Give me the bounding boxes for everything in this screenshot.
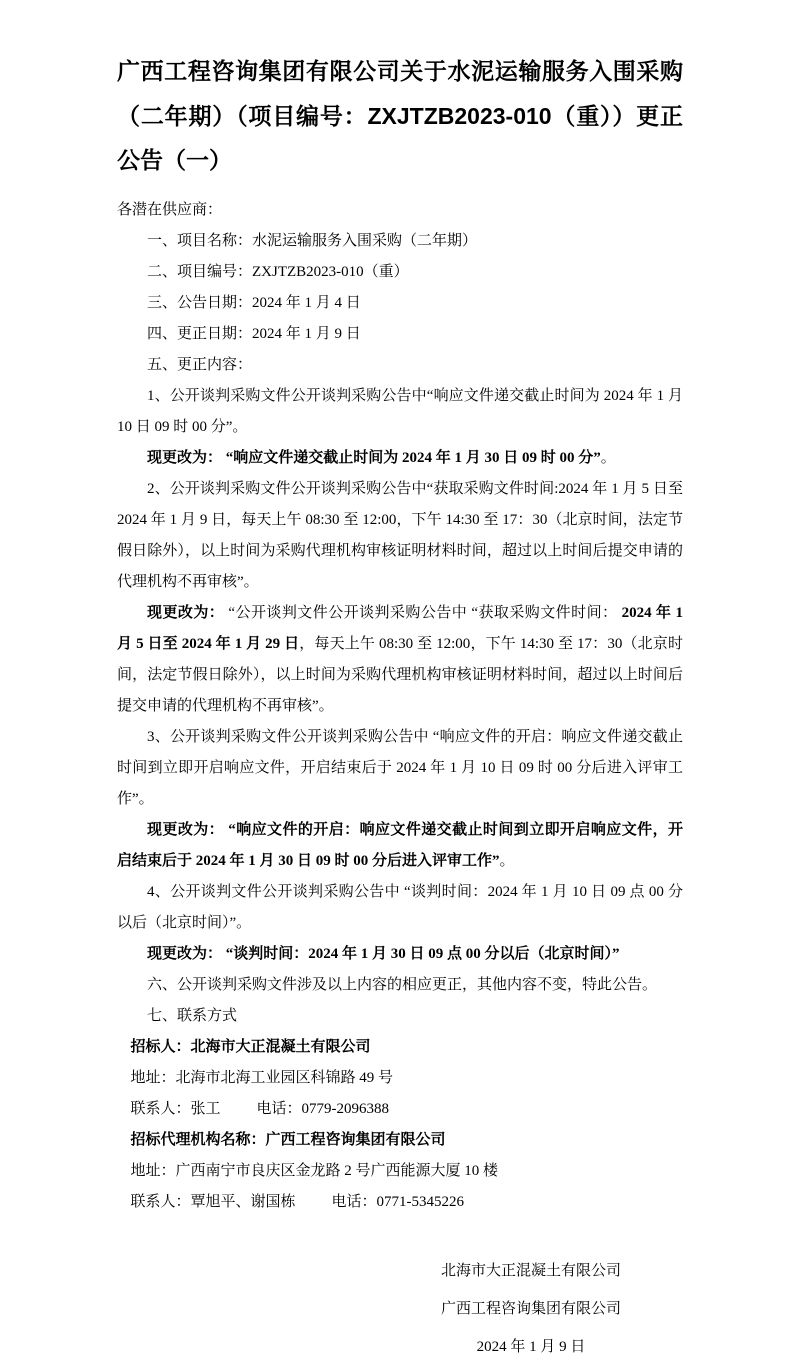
document-title-prefix: 广西工程咨询集团有限公司关于水泥运输服务入围采购（二年期）（项目编号： bbox=[117, 59, 683, 129]
correction-2-updated bbox=[117, 598, 683, 722]
bidder-contact-person: 联系人：张工 bbox=[130, 1101, 221, 1117]
correction-1-updated-period: 。 bbox=[600, 450, 616, 466]
signature-block bbox=[441, 1252, 621, 1366]
salutation: 各潜在供应商： bbox=[117, 202, 223, 218]
correction-content-heading: 五、更正内容： bbox=[147, 357, 253, 373]
closing-statement: 六、公开谈判采购文件涉及以上内容的相应更正，其他内容不变，特此公告。 bbox=[147, 977, 658, 993]
agency-contact-phone: 电话：0771-5345226 bbox=[331, 1194, 465, 1210]
document-title bbox=[117, 50, 683, 183]
bidder-contact-line bbox=[117, 1094, 683, 1125]
project-code: ZXJTZB2023-010 bbox=[367, 103, 552, 129]
document-title-suffix: （重））更正公告（一） bbox=[117, 104, 684, 173]
correction-1-updated bbox=[117, 443, 683, 474]
correction-4-updated-text: 现更改为： “谈判时间：2024 年 1 月 30 日 09 点 00 分以后（北京时间）” bbox=[147, 946, 620, 962]
bidder-address-line: 地址：北海市北海工业园区科锦路 49 号 bbox=[130, 1070, 394, 1086]
correction-date-line: 四、更正日期：2024 年 1 月 9 日 bbox=[147, 326, 361, 342]
correction-2-original: 2、公开谈判采购文件公开谈判采购公告中“获取采购文件时间:2024 年 1 月 5 日至 2024 年 1 月 9 日，每天上午 08:30 至 12:00，下午 14:30 至 17：30（北京时间，法定节假日除外），以上时间为采购代理机构审核证明材料时间，超过以上时间后提交申请的代理机构不再审核”。 bbox=[117, 481, 683, 590]
document-body bbox=[117, 195, 683, 1218]
bidder-name-line: 招标人：北海市大正混凝土有限公司 bbox=[130, 1039, 371, 1055]
correction-2-updated-rest: ，每天上午 08:30 至 12:00，下午 14:30 至 17：30（北京时间，法定节假日除外），以上时间为采购代理机构审核证明材料时间，超过以上时间后提交申请的代理机构不再审核”。 bbox=[117, 636, 683, 714]
correction-1-original: 1、公开谈判采购文件公开谈判采购公告中“响应文件递交截止时间为 2024 年 1 月 10 日 09 时 00 分”。 bbox=[117, 388, 683, 435]
project-number-line: 二、项目编号：ZXJTZB2023-010（重） bbox=[147, 264, 409, 280]
correction-3-updated-text: 现更改为： “响应文件的开启：响应文件递交截止时间到立即开启响应文件，开启结束后于 2024 年 1 月 30 日 09 时 00 分后进入评审工作” bbox=[117, 822, 683, 869]
correction-4-updated bbox=[117, 939, 683, 970]
agency-contact-person: 联系人：覃旭平、谢国栋 bbox=[130, 1194, 296, 1210]
project-name-line: 一、项目名称：水泥运输服务入围采购（二年期） bbox=[147, 233, 478, 249]
correction-3-original: 3、公开谈判采购文件公开谈判采购公告中 “响应文件的开启：响应文件递交截止时间到立即开启响应文件，开启结束后于 2024 年 1 月 10 日 09 时 00 分后进入评审工作”。 bbox=[117, 729, 683, 807]
signature-company-2: 广西工程咨询集团有限公司 bbox=[440, 1301, 621, 1317]
correction-1-updated-text: 现更改为： “响应文件递交截止时间为 2024 年 1 月 30 日 09 时 00 分” bbox=[147, 450, 601, 466]
correction-2-updated-quote: “公开谈判文件公开谈判采购公告中 “获取采购文件时间： bbox=[228, 605, 622, 621]
announcement-date-line: 三、公告日期：2024 年 1 月 4 日 bbox=[147, 295, 361, 311]
contact-heading: 七、联系方式 bbox=[147, 1008, 238, 1024]
correction-4-original: 4、公开谈判文件公开谈判采购公告中 “谈判时间：2024 年 1 月 10 日 09 点 00 分以后（北京时间）”。 bbox=[117, 884, 683, 931]
correction-2-updated-label: 现更改为： bbox=[147, 605, 229, 621]
agency-contact-line bbox=[117, 1187, 683, 1218]
correction-3-updated-period: 。 bbox=[499, 853, 515, 869]
agency-name-line: 招标代理机构名称：广西工程咨询集团有限公司 bbox=[130, 1132, 446, 1148]
agency-address-line: 地址：广西南宁市良庆区金龙路 2 号广西能源大厦 10 楼 bbox=[130, 1163, 499, 1179]
signature-date: 2024 年 1 月 9 日 bbox=[476, 1339, 586, 1355]
bidder-contact-phone: 电话：0779-2096388 bbox=[256, 1101, 390, 1117]
correction-3-updated bbox=[117, 815, 683, 877]
signature-company-1: 北海市大正混凝土有限公司 bbox=[440, 1263, 621, 1279]
correction-2-updated-dates: 2024 年 1 月 5 日至 2024 年 1 月 29 日 bbox=[117, 605, 683, 652]
